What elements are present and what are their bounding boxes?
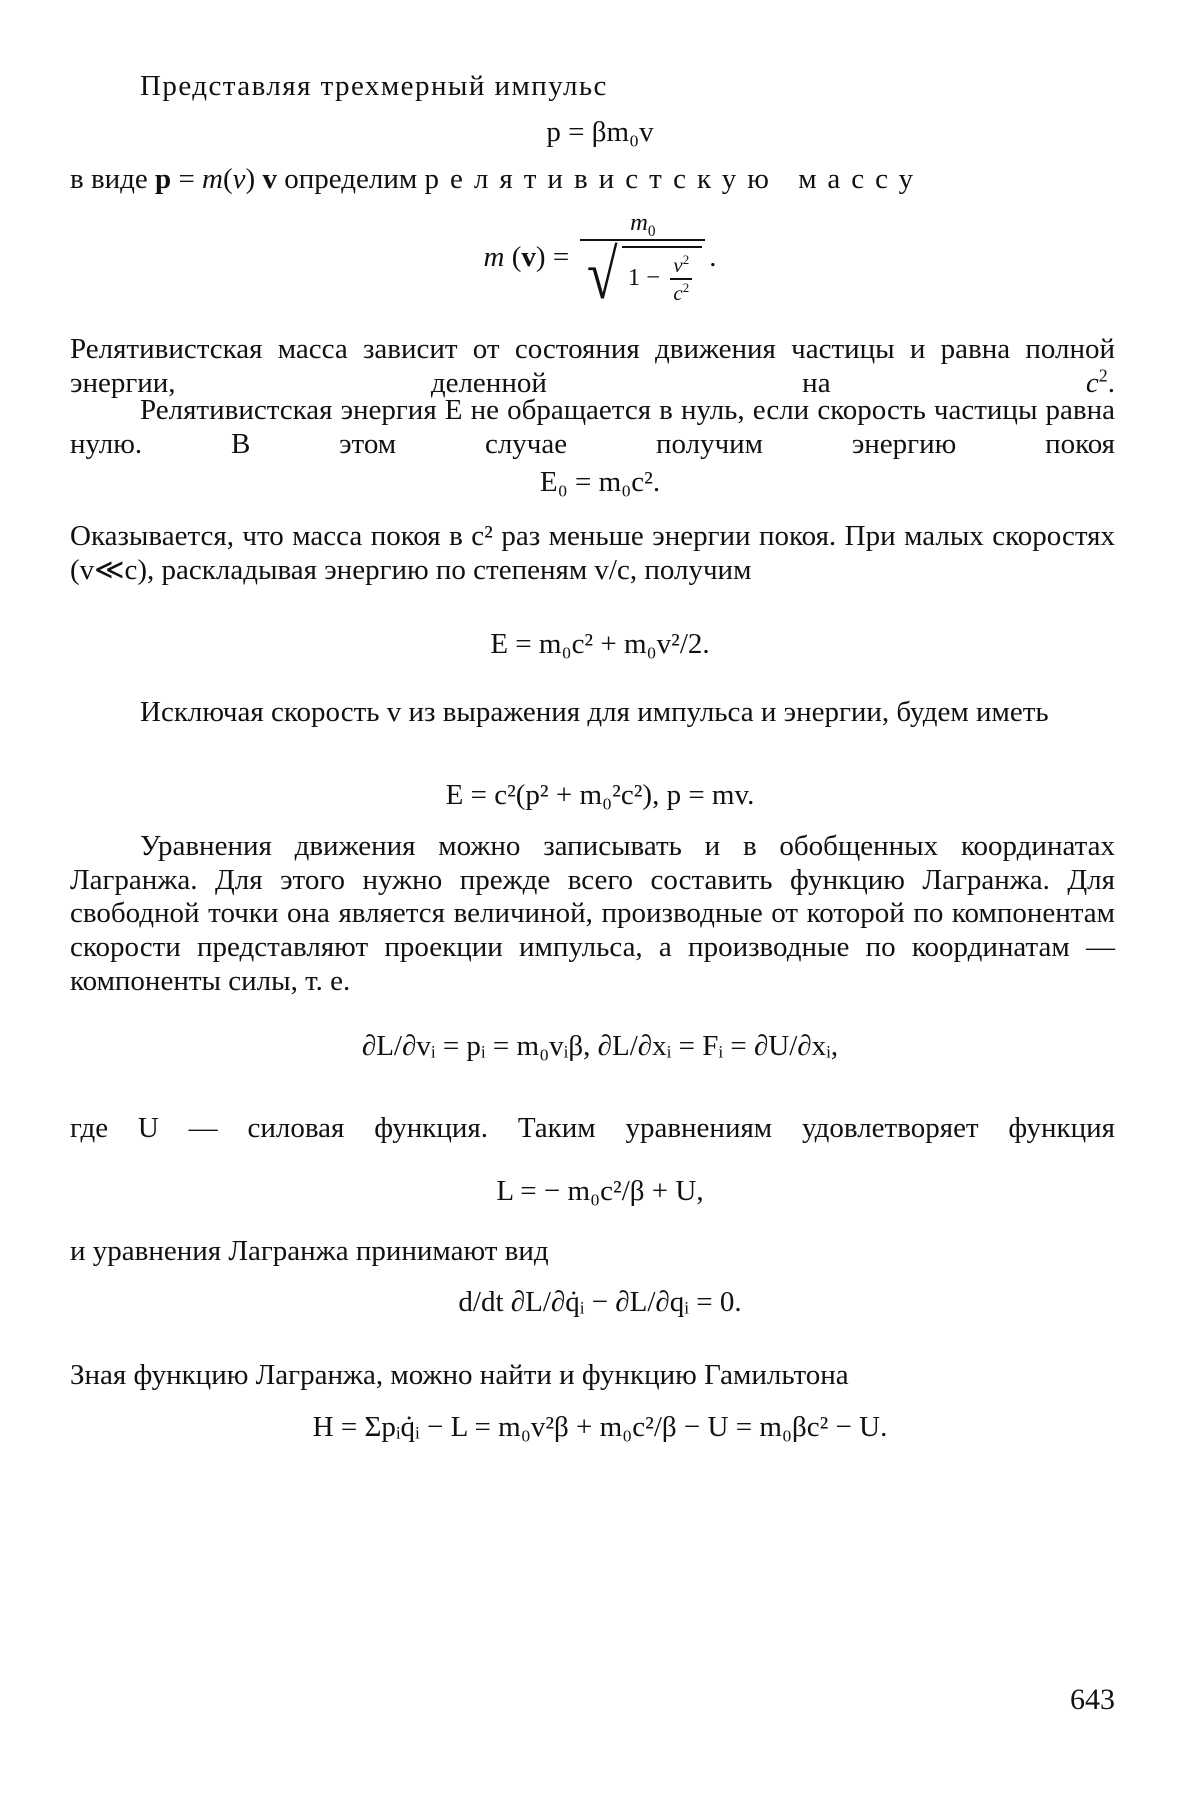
equation-lagrange-derivatives: ∂L/∂vᵢ = pᵢ = m₀vᵢβ, ∂L/∂xᵢ = Fᵢ = ∂U/∂xᵢ, [361, 1030, 839, 1062]
paragraph: Релятивистская масса зависит от состояния движения частицы и равна полной энергии, деленной на $c^2$. [70, 333, 1115, 399]
paragraph: Релятивистская энергия E не обращается в нуль, если скорость частицы равна нулю. В этом случае получим энергию покоя [70, 394, 1115, 460]
paragraph-line: в виде p = m(v) v определим релятивистскую массу [70, 163, 925, 195]
paragraph-line: Представляя трехмерный импульс [140, 70, 608, 102]
equation-lagrangian: L = − m₀c²/β + U, [496, 1175, 704, 1207]
paragraph-line: где U — силовая функция. Таким уравнениям удовлетворяет функция [70, 1112, 1115, 1144]
equation-rest-energy: E₀ = m₀c². [539, 466, 661, 498]
paragraph-line: Зная функцию Лагранжа, можно найти и функцию Гамильтона [70, 1359, 849, 1391]
paragraph-line: и уравнения Лагранжа принимают вид [70, 1235, 549, 1267]
equation-hamiltonian: H = Σpᵢq̇ᵢ − L = m₀v²β + m₀c²/β − U = m₀βc² − U. [312, 1411, 888, 1443]
paragraph: Оказывается, что масса покоя в c² раз меньше энергии покоя. При малых скоростях (v≪c), раскладывая энергию по степеням v/c, получим [70, 520, 1115, 586]
equation-energy-momentum: E = c²(p² + m₀²c²), p = mv. [445, 779, 755, 811]
equation-lagrange: d/dt ∂L/∂q̇ᵢ − ∂L/∂qᵢ = 0. [458, 1286, 742, 1318]
paragraph: Уравнения движения можно записывать и в обобщенных координатах Лагранжа. Для этого нужно прежде всего составить функцию Лагранжа. Для свободной точки она является величиной, производные от которой по компонентам скорости представляют проекции импульса, а производные по координатам — компоненты силы, т. е. [70, 830, 1115, 997]
equation-energy-expansion: E = m₀c² + m₀v²/2. [490, 628, 710, 660]
equation-momentum: p = βm₀v [546, 116, 654, 148]
equation-relativistic-mass: m (v) = $m_0$ √ 1 − $\frac{v^2}{c^2}$ . [483, 209, 717, 314]
page-number: 643 [1070, 1683, 1115, 1716]
paragraph: Исключая скорость v из выражения для импульса и энергии, будем иметь [140, 696, 1049, 728]
